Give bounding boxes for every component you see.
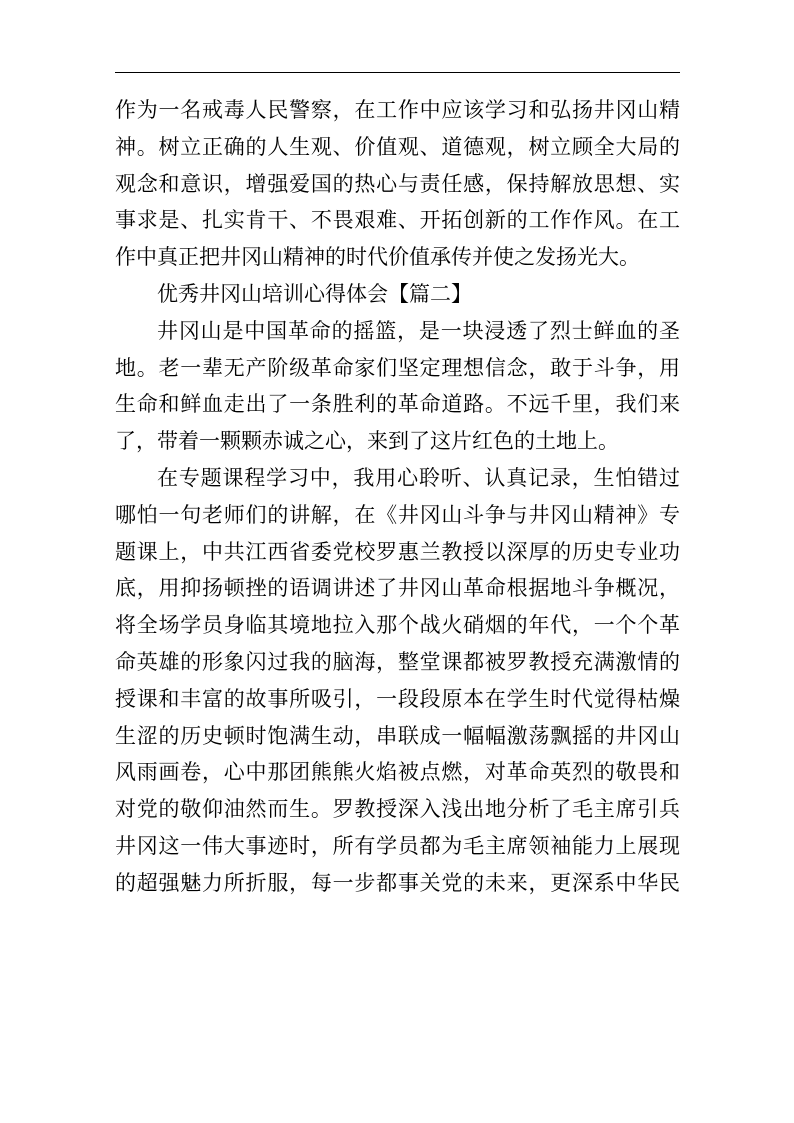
text-line: 底，用抑扬顿挫的语调讲述了井冈山革命根据地斗争概况， <box>115 576 680 601</box>
text-line: 风雨画卷，心中那团熊熊火焰被点燃，对革命英烈的敬畏和 <box>115 760 680 785</box>
text-line: 将全场学员身临其境地拉入那个战火硝烟的年代，一个个革 <box>115 613 680 638</box>
text-line: 了，带着一颗颗赤诚之心，来到了这片红色的土地上。 <box>115 429 619 454</box>
text-line: 的超强魅力所折服，每一步都事关党的未来，更深系中华民 <box>115 870 680 895</box>
header-rule <box>115 72 680 73</box>
text-line: 井冈这一伟大事迹时，所有学员都为毛主席领袖能力上展现 <box>115 833 680 858</box>
text-line: 题课上，中共江西省委党校罗惠兰教授以深厚的历史专业功 <box>115 539 680 564</box>
text-line: 生命和鲜血走出了一条胜利的革命道路。不远千里，我们来 <box>115 392 680 417</box>
text-line: 地。老一辈无产阶级革命家们坚定理想信念，敢于斗争，用 <box>115 355 680 380</box>
text-line: 作为一名戒毒人民警察，在工作中应该学习和弘扬井冈山精 <box>115 98 680 122</box>
text-line: 神。树立正确的人生观、价值观、道德观，树立顾全大局的 <box>115 134 680 159</box>
text-line: 命英雄的形象闪过我的脑海，整堂课都被罗教授充满激情的 <box>115 649 680 674</box>
text-line: 在专题课程学习中，我用心聆听、认真记录，生怕错过 <box>157 465 680 490</box>
text-line: 生涩的历史顿时饱满生动，串联成一幅幅激荡飘摇的井冈山 <box>115 723 680 748</box>
text-line: 授课和丰富的故事所吸引，一段段原本在学生时代觉得枯燥 <box>115 686 680 711</box>
text-line: 井冈山是中国革命的摇篮，是一块浸透了烈士鲜血的圣 <box>157 318 680 343</box>
section-heading: 优秀井冈山培训心得体会【篇二】 <box>157 281 472 306</box>
text-line: 作中真正把井冈山精神的时代价值承传并使之发扬光大。 <box>115 245 640 270</box>
document-body <box>115 92 680 902</box>
text-line: 事求是、扎实肯干、不畏艰难、开拓创新的工作作风。在工 <box>115 208 680 233</box>
text-line: 观念和意识，增强爱国的热心与责任感，保持解放思想、实 <box>115 171 680 196</box>
text-line: 对党的敬仰油然而生。罗教授深入浅出地分析了毛主席引兵 <box>115 797 680 822</box>
text-line: 哪怕一句老师们的讲解，在《井冈山斗争与井冈山精神》专 <box>115 502 680 527</box>
